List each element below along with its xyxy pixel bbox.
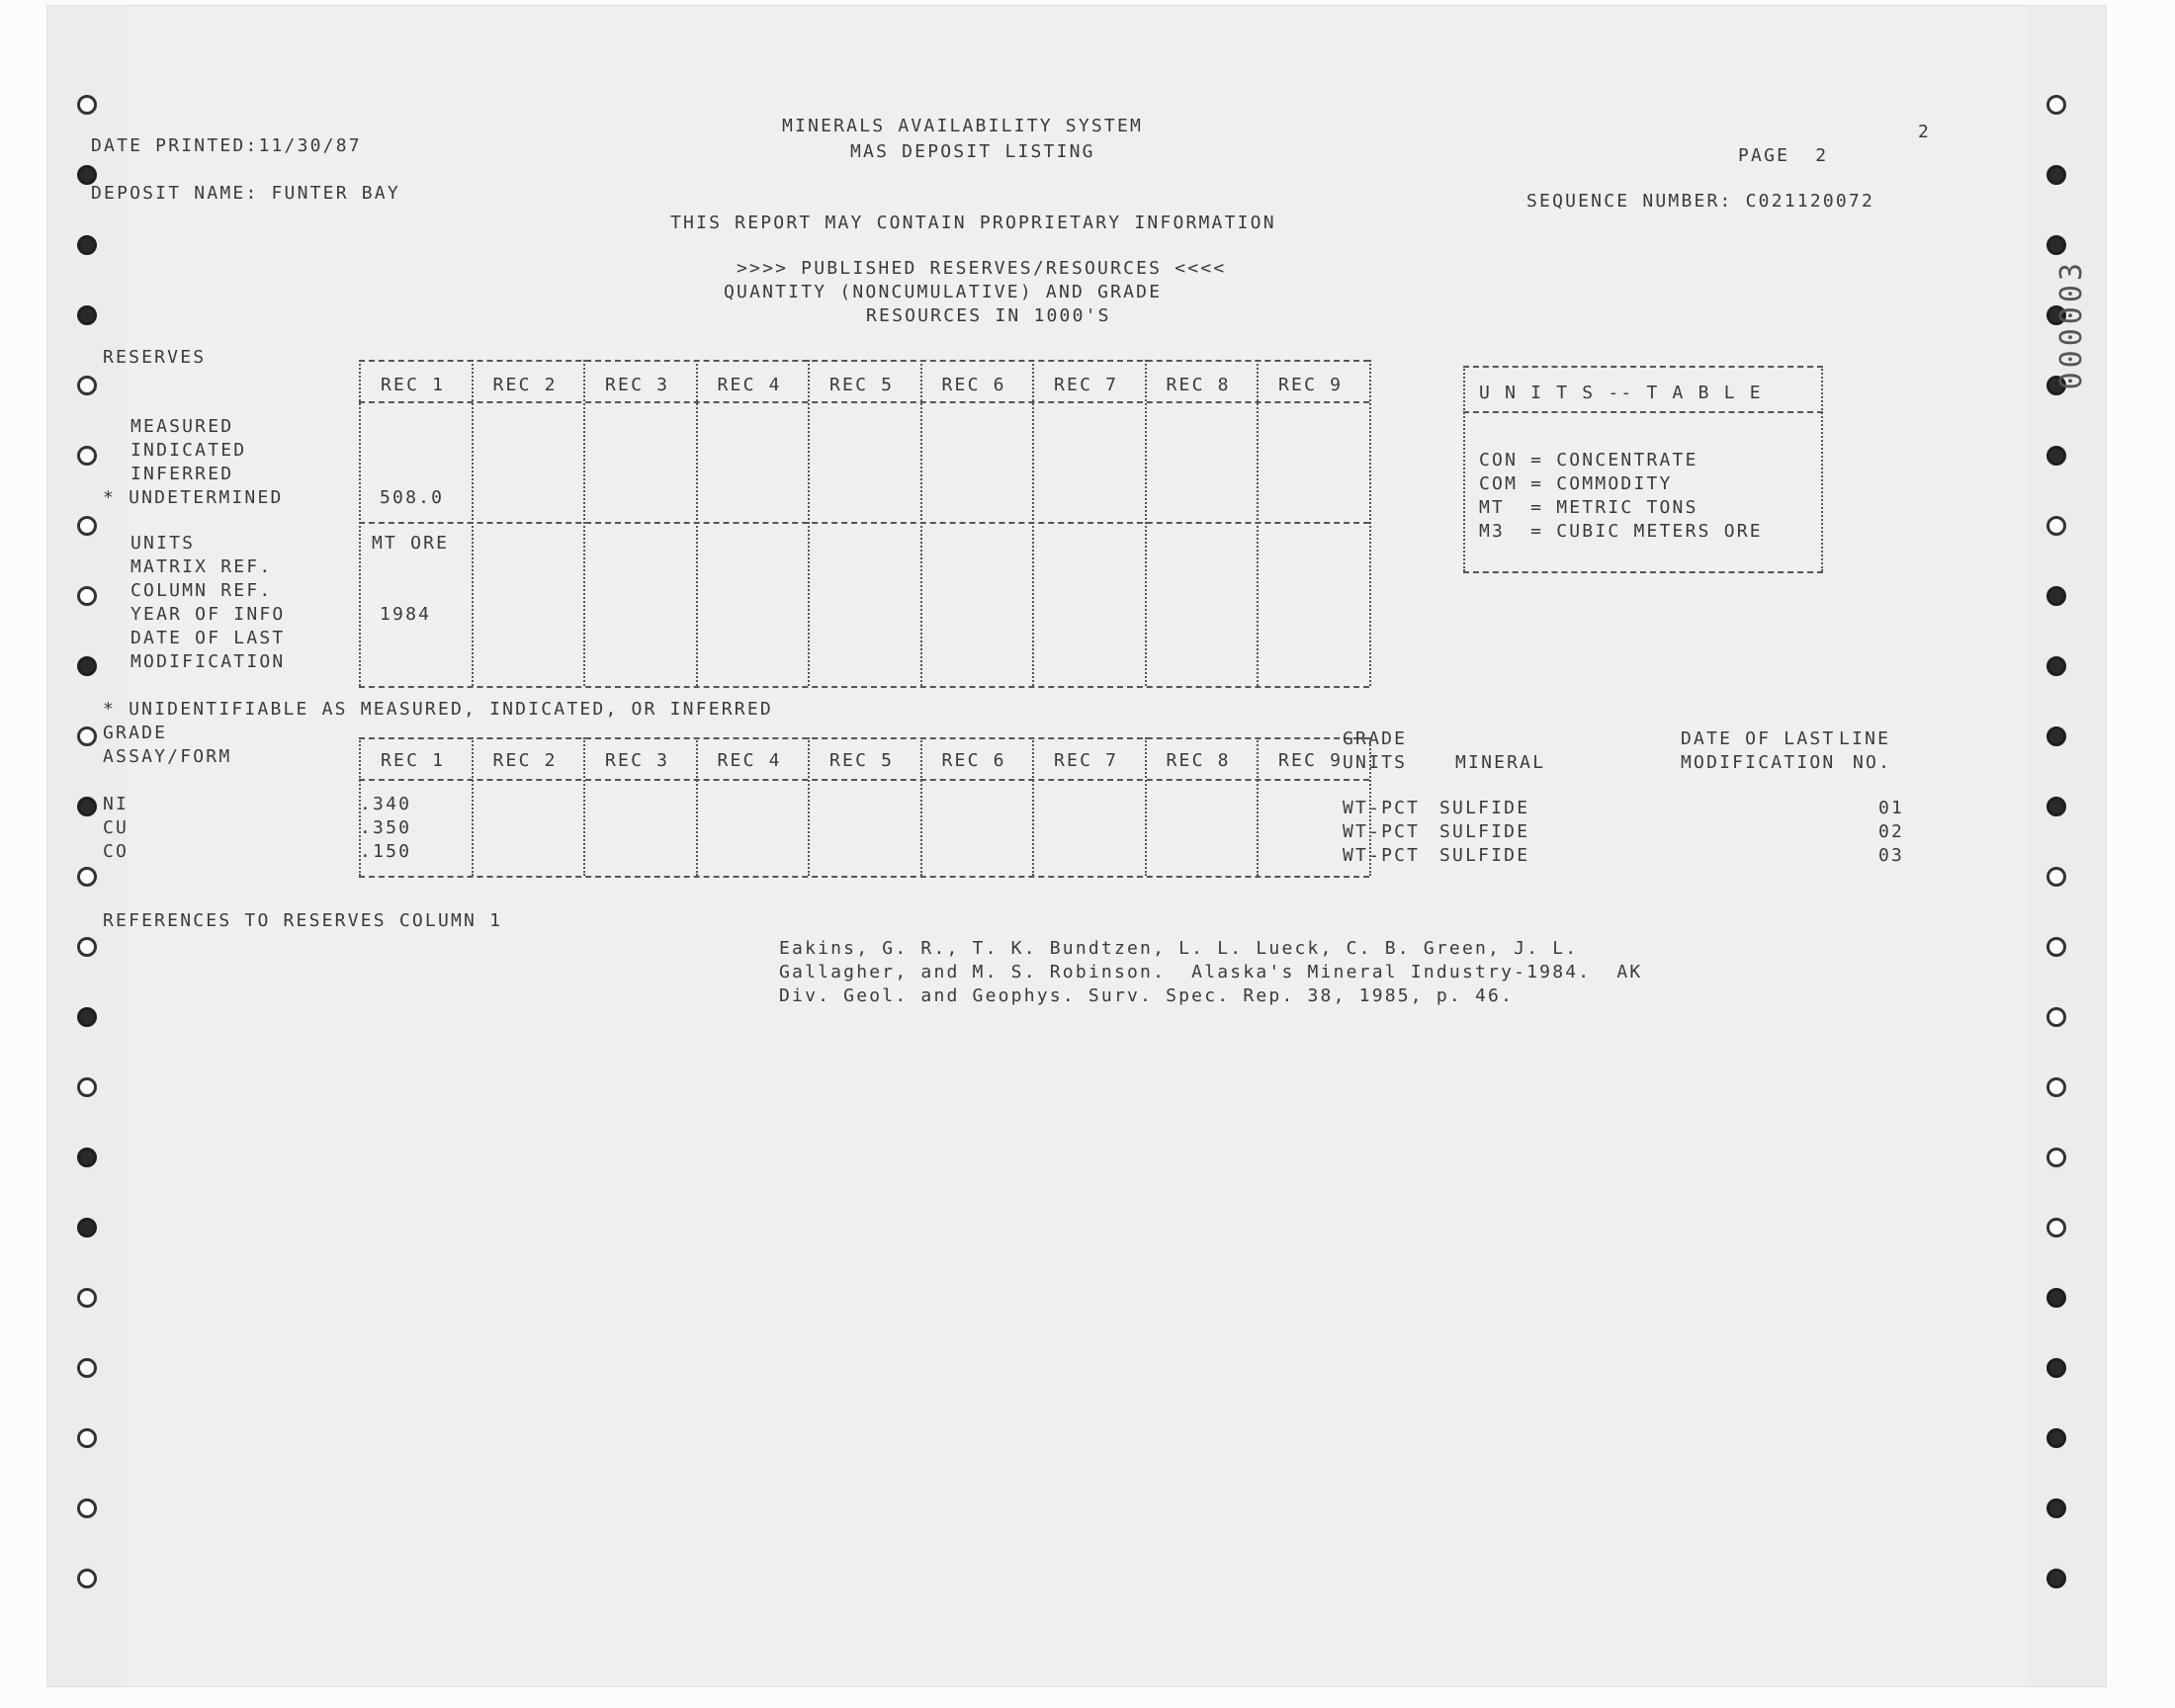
tractor-hole [77,235,97,255]
ni-rec1-value: .340 [360,794,412,814]
tractor-strip-right [2027,6,2106,1686]
tractor-hole [77,1428,97,1448]
units-row-m3: M3 = CUBIC METERS ORE [1479,521,1763,542]
tractor-hole [2046,1288,2066,1308]
column-separator [808,737,810,876]
rec-header-7: REC 7 [1054,375,1119,395]
units-table-header-rule [1463,411,1823,413]
tractor-hole [2046,1569,2066,1588]
tractor-hole [2046,867,2066,887]
listing-title: MAS DEPOSIT LISTING [850,141,1095,162]
column-separator [359,360,361,686]
rec-header-6: REC 6 [941,750,1006,771]
tractor-hole [2046,446,2066,466]
rec-header-6: REC 6 [941,375,1006,395]
column-separator [920,737,922,876]
tractor-hole [77,446,97,466]
column-separator [696,360,698,686]
cu-units: WT-PCT [1343,821,1421,842]
column-separator [1257,360,1259,686]
column-separator [472,360,474,686]
column-separator [1369,360,1371,686]
sequence-number: SEQUENCE NUMBER: C021120072 [1526,191,1874,212]
column-separator [1369,737,1371,876]
row-measured: MEASURED [130,416,234,437]
units-row-con: CON = CONCENTRATE [1479,450,1698,470]
tractor-hole [2046,235,2066,255]
printout-sheet [47,6,2106,1686]
references-label: REFERENCES TO RESERVES COLUMN 1 [103,910,503,931]
reserves-header-rule [359,401,1369,403]
reserves-top-rule [359,360,1369,362]
units-rec1-value: MT ORE [372,533,450,554]
column-separator [1032,737,1034,876]
col-mineral: MINERAL [1455,752,1546,773]
column-separator [1145,737,1147,876]
col-no: NO. [1853,752,1892,773]
assay-co: CO [103,841,130,862]
column-separator [696,737,698,876]
units-table-top-rule [1463,366,1823,368]
rec-header-4: REC 4 [717,750,782,771]
co-line-no: 03 [1878,845,1905,866]
tractor-hole [77,937,97,957]
tractor-hole [2046,1077,2066,1097]
year-rec1-value: 1984 [380,604,432,625]
meta-units: UNITS [130,533,196,554]
meta-column-ref: COLUMN REF. [130,580,273,601]
meta-matrix-ref: MATRIX REF. [130,556,273,577]
column-separator [359,737,361,876]
co-mineral: SULFIDE [1439,845,1530,866]
rec-header-3: REC 3 [605,375,670,395]
tractor-hole [77,1288,97,1308]
col-date-of-last: DATE OF LAST [1681,728,1836,749]
col-modification: MODIFICATION [1681,752,1836,773]
reference-line-2: Gallagher, and M. S. Robinson. Alaska's Mineral Industry-1984. AK [779,962,1643,982]
rec-header-9: REC 9 [1278,750,1344,771]
column-separator [808,360,810,686]
rec-header-1: REC 1 [381,375,446,395]
tractor-hole [2046,1428,2066,1448]
units-row-com: COM = COMMODITY [1479,473,1673,494]
page-corner-number: 2 [1918,122,1932,142]
undetermined-rec1-value: 508.0 [380,487,445,508]
tractor-hole [2046,586,2066,606]
grade-bottom-rule [359,876,1369,878]
column-separator [1145,360,1147,686]
tractor-hole [2046,1007,2066,1027]
column-separator [1257,737,1259,876]
tractor-hole [77,656,97,676]
units-table-bottom-rule [1463,571,1823,573]
tractor-hole [77,1498,97,1518]
rec-header-5: REC 5 [829,750,895,771]
row-undetermined: * UNDETERMINED [103,487,284,508]
tractor-hole [2046,1358,2066,1378]
reserves-footnote: * UNIDENTIFIABLE AS MEASURED, INDICATED, OR INFERRED [103,699,773,720]
column-separator [472,737,474,876]
col-line: LINE [1839,728,1891,749]
tractor-hole [2046,1218,2066,1238]
row-indicated: INDICATED [130,440,247,461]
rec-header-8: REC 8 [1166,375,1231,395]
tractor-hole [77,1569,97,1588]
col-grade-units-1: GRADE [1343,728,1408,749]
rec-header-5: REC 5 [829,375,895,395]
assay-cu: CU [103,817,130,838]
tractor-hole [2046,656,2066,676]
section-units: RESOURCES IN 1000'S [866,305,1111,326]
cu-line-no: 02 [1878,821,1905,842]
column-separator [1032,360,1034,686]
proprietary-notice: THIS REPORT MAY CONTAIN PROPRIETARY INFORMATION [670,213,1276,233]
tractor-hole [2046,165,2066,185]
reference-line-3: Div. Geol. and Geophys. Surv. Spec. Rep. 38, 1985, p. 46. [779,985,1515,1006]
cu-rec1-value: .350 [360,817,412,838]
column-separator [583,360,585,686]
rec-header-2: REC 2 [492,750,558,771]
tractor-hole [77,95,97,115]
tractor-hole [77,867,97,887]
rec-header-8: REC 8 [1166,750,1231,771]
tractor-hole [2046,937,2066,957]
tractor-hole [2046,1148,2066,1167]
co-rec1-value: .150 [360,841,412,862]
tractor-hole [2046,797,2066,816]
ni-mineral: SULFIDE [1439,798,1530,818]
units-table-title: U N I T S -- T A B L E [1479,383,1763,403]
co-units: WT-PCT [1343,845,1421,866]
tractor-hole [2046,516,2066,536]
tractor-hole [77,586,97,606]
deposit-name: DEPOSIT NAME: FUNTER BAY [91,183,400,204]
col-grade-units-2: UNITS [1343,752,1408,773]
assay-ni: NI [103,794,130,814]
tractor-hole [2046,1498,2066,1518]
units-row-mt: MT = METRIC TONS [1479,497,1698,518]
tractor-hole [77,1148,97,1167]
grade-label: GRADE [103,723,168,743]
reserves-label: RESERVES [103,347,207,368]
reference-line-1: Eakins, G. R., T. K. Bundtzen, L. L. Lueck, C. B. Green, J. L. [779,938,1579,959]
ni-units: WT-PCT [1343,798,1421,818]
tractor-hole [2046,95,2066,115]
date-printed: DATE PRINTED:11/30/87 [91,135,362,156]
meta-year-of-info: YEAR OF INFO [130,604,286,625]
meta-date-of-last: DATE OF LAST [130,628,286,648]
column-separator [583,737,585,876]
ni-line-no: 01 [1878,798,1905,818]
meta-modification: MODIFICATION [130,651,286,672]
assay-form-label: ASSAY/FORM [103,746,232,767]
tractor-hole [77,1218,97,1238]
reserves-mid-rule [359,522,1369,524]
grade-top-rule [359,737,1369,739]
reserves-bottom-rule [359,686,1369,688]
tractor-hole [77,1007,97,1027]
rec-header-3: REC 3 [605,750,670,771]
section-subtitle: QUANTITY (NONCUMULATIVE) AND GRADE [724,282,1163,302]
rec-header-7: REC 7 [1054,750,1119,771]
system-title: MINERALS AVAILABILITY SYSTEM [782,116,1144,136]
units-table-left-edge [1463,366,1465,571]
rec-header-1: REC 1 [381,750,446,771]
tractor-hole [77,726,97,746]
page-label: PAGE 2 [1738,145,1829,166]
units-table-right-edge [1821,366,1823,571]
rec-header-4: REC 4 [717,375,782,395]
section-title: >>>> PUBLISHED RESERVES/RESOURCES <<<< [737,258,1227,279]
tractor-hole [77,797,97,816]
tractor-hole [2046,726,2066,746]
tractor-hole [77,376,97,395]
column-separator [920,360,922,686]
cu-mineral: SULFIDE [1439,821,1530,842]
tractor-hole [77,305,97,325]
row-inferred: INFERRED [130,464,234,484]
rec-header-2: REC 2 [492,375,558,395]
tractor-hole [77,1077,97,1097]
tractor-hole [77,1358,97,1378]
grade-header-rule [359,779,1369,781]
page-stamp: 000003 [2054,259,2089,390]
tractor-hole [77,516,97,536]
rec-header-9: REC 9 [1278,375,1344,395]
